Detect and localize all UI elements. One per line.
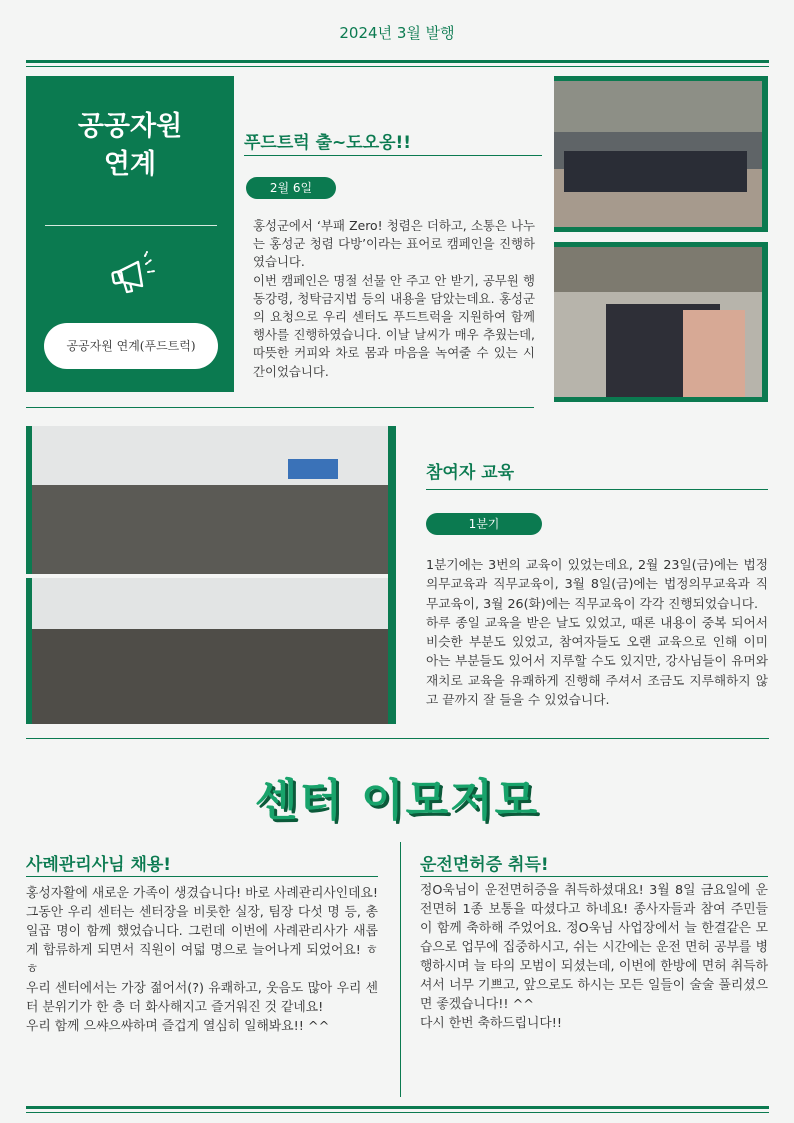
foodtruck-photo-1	[554, 76, 768, 232]
hiring-paragraph: 우리 센터에서는 가장 젊어서(?) 유쾌하고, 웃음도 많아 우리 센터 분위기가 한 층 더 화사해지고 즐거워진 것 같네요!	[26, 981, 378, 1015]
education-photo-1	[26, 426, 388, 574]
panel-title	[26, 108, 234, 184]
education-paragraph: 1분기에는 3번의 교육이 있었는데요, 2월 23일(금)에는 법정의무교육과 직무교육이, 3월 8일(금)에는 법정의무교육과 직무교육이, 3월 26(화)에는 직무교육이 각각 진행되었습니다.	[426, 557, 768, 611]
header-rule-thin	[26, 66, 769, 67]
education-body	[426, 555, 768, 709]
panel-tag-pill: 공공자원 연계(푸드트럭)	[44, 323, 218, 369]
license-heading: 운전면허증 취득!	[420, 855, 549, 875]
education-paragraph: 하루 종일 교육을 받은 날도 있었고, 때론 내용이 중복 되어서 비슷한 부분도 있었고, 참여자들도 오랜 교육으로 인해 이미 아는 부분들도 있어서 지루할 수도 있지만, 강사님들이 유머와 재치로 교육을 유쾌하게 진행해 주셔서 조금도 지루해하지 않고 끝까지 잘 들을 수 있었습니다.	[426, 614, 768, 708]
panel-title-line1: 공공자원	[77, 111, 183, 142]
license-body	[420, 881, 768, 1033]
foodtruck-photo-2	[554, 242, 768, 402]
foodtruck-heading-rule	[244, 155, 542, 156]
panel-title-line2: 연계	[103, 149, 157, 180]
foodtruck-heading: 푸드트럭 출~도오옹!!	[244, 133, 412, 153]
foodtruck-paragraph: 이번 캠페인은 명절 선물 안 주고 안 받기, 공무원 행동강령, 청탁금지법 등의 내용을 담았는데요. 홍성군의 요청으로 우리 센터도 푸드트럭을 지원하여 함께 행사를 진행하였습니다. 이날 날씨가 매우 추웠는데, 따뜻한 커피와 차로 몸과 마음을 녹여줄 수 있는 시간이었습니다.	[253, 272, 535, 379]
education-heading-rule	[426, 489, 768, 490]
section-rule	[26, 407, 534, 408]
column-divider	[400, 842, 401, 1097]
header-rule-thick	[26, 60, 769, 63]
section-rule	[26, 738, 769, 739]
education-photo-border	[388, 426, 396, 724]
center-news-title: 센터 이모저모	[254, 775, 540, 826]
footer-rule-thin	[26, 1112, 769, 1113]
foodtruck-paragraph: 홍성군에서 ‘부패 Zero! 청렴은 더하고, 소통은 나누는 홍성군 청렴 다방’이라는 표어로 캠페인을 진행하였습니다.	[253, 218, 535, 270]
footer-rule-thick	[26, 1106, 769, 1109]
foodtruck-body	[253, 217, 535, 381]
hiring-heading: 사례관리사님 채용!	[26, 855, 172, 875]
hiring-body	[26, 884, 378, 1036]
license-heading-rule	[420, 876, 768, 877]
license-paragraph: 정O욱님이 운전면허증을 취득하셨대요! 3월 8일 금요일에 운전면허 1종 보통을 따셨다고 하네요! 종사자들과 참여 주민들이 함께 축하해 주었어요. 정O욱님 사업장에서 늘 한결같은 모습으로 업무에 집중하시고, 쉬는 시간에는 운전 면허 공부를 병행하시며 늘 타의 모범이 되셨는데, 이번에 한방에 면허 취득하셔서 너무 기쁘고, 앞으로도 하시는 모든 일들이 술술 풀리셨으면 좋겠습니다!! ^^	[420, 883, 768, 1012]
education-date-pill: 1분기	[426, 513, 542, 535]
foodtruck-date-pill: 2월 6일	[246, 177, 336, 199]
hiring-paragraph: 홍성자활에 새로운 가족이 생겼습니다! 바로 사례관리사인데요! 그동안 우리 센터는 센터장을 비롯한 실장, 팀장 다섯 명 등, 총 일곱 명이 함께 했었습니다. 그런데 이번에 사례관리사가 새롭게 합류하게 되면서 직원이 여덟 명으로 늘어나게 되었어요! ㅎㅎ	[26, 886, 379, 977]
issue-date: 2024년 3월 발행	[339, 24, 455, 42]
megaphone-icon	[108, 250, 160, 302]
education-heading: 참여자 교육	[426, 463, 515, 483]
education-photo-2	[26, 578, 388, 724]
hiring-paragraph: 우리 함께 으쌰으쌰하며 즐겁게 열심히 일해봐요!! ^^	[26, 1019, 330, 1034]
license-paragraph: 다시 한번 축하드립니다!!	[420, 1016, 563, 1031]
panel-divider	[45, 225, 217, 226]
hiring-heading-rule	[26, 876, 378, 877]
